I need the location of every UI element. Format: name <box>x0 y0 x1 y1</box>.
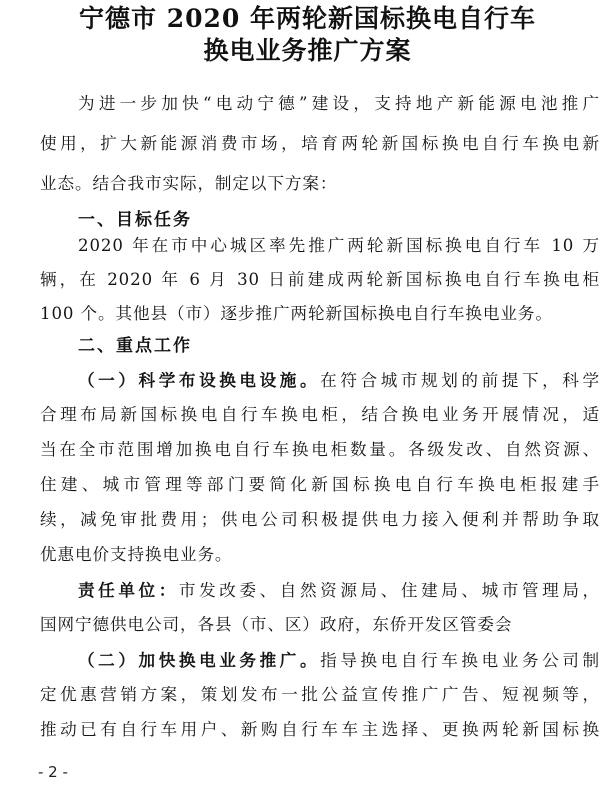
item-1-line-2: 合理布局新国标换电自行车换电柜，结合换电业务开展情况，适 <box>40 405 600 424</box>
intro-line-3: 业态。结合我市实际，制定以下方案： <box>40 174 338 193</box>
intro-line-2: 使用，扩大新能源消费市场，培育两轮新国标换电自行车换电新 <box>40 134 600 153</box>
item-1-first-line-rest: 在符合城市规划的前提下，科学 <box>320 371 600 390</box>
item-1-line-5: 续，减免审批费用；供电公司积极提供电力接入便利并帮助争取 <box>40 510 600 529</box>
item-1-bold-lead: （一）科学布设换电设施。 <box>78 370 321 390</box>
section-1-line-1: 2020 年在市中心城区率先推广两轮新国标换电自行车 10 万 <box>78 236 600 255</box>
section-1-heading: 一、目标任务 <box>78 210 192 230</box>
page-number: - 2 - <box>38 763 68 781</box>
intro-line-1: 为进一步加快“电动宁德”建设，支持地产新能源电池推广 <box>78 94 600 113</box>
document-title-line-2: 换电业务推广方案 <box>203 36 412 65</box>
section-1-line-2: 辆，在 2020 年 6 月 30 日前建成两轮新国标换电自行车换电柜 <box>40 270 600 289</box>
item-1-line-3: 当在全市范围增加换电自行车换电柜数量。各级发改、自然资源、 <box>40 440 600 459</box>
item-2-first-line <box>78 650 600 671</box>
item-2-line-3: 推动已有自行车用户、新购自行车车主选择、更换两轮新国标换 <box>40 720 600 739</box>
item-2-first-line-rest: 指导换电自行车换电业务公司制 <box>320 651 600 670</box>
item-2-line-2: 定优惠营销方案，策划发布一批公益宣传推广广告、短视频等， <box>40 685 600 704</box>
section-2-heading: 二、重点工作 <box>78 336 192 356</box>
item-2-bold-lead: （二）加快换电业务推广。 <box>78 650 321 670</box>
item-1-first-line <box>78 370 600 391</box>
document-title-line-1: 宁德市 2020 年两轮新国标换电自行车 <box>79 4 536 33</box>
item-1-line-4: 住建、城市管理等部门要简化新国标换电自行车换电柜报建手 <box>40 475 600 494</box>
item-1-line-6: 优惠电价支持换电业务。 <box>40 545 233 564</box>
item-1-responsible-line-2: 国网宁德供电公司，各县（市、区）政府，东侨开发区管委会 <box>40 615 513 634</box>
section-1-line-3: 100 个。其他县（市）逐步推广两轮新国标换电自行车换电业务。 <box>40 304 553 323</box>
responsible-label: 责任单位： <box>78 580 179 600</box>
item-1-responsible-line-1 <box>78 580 600 601</box>
responsible-units: 市发改委、自然资源局、住建局、城市管理局， <box>178 581 600 600</box>
